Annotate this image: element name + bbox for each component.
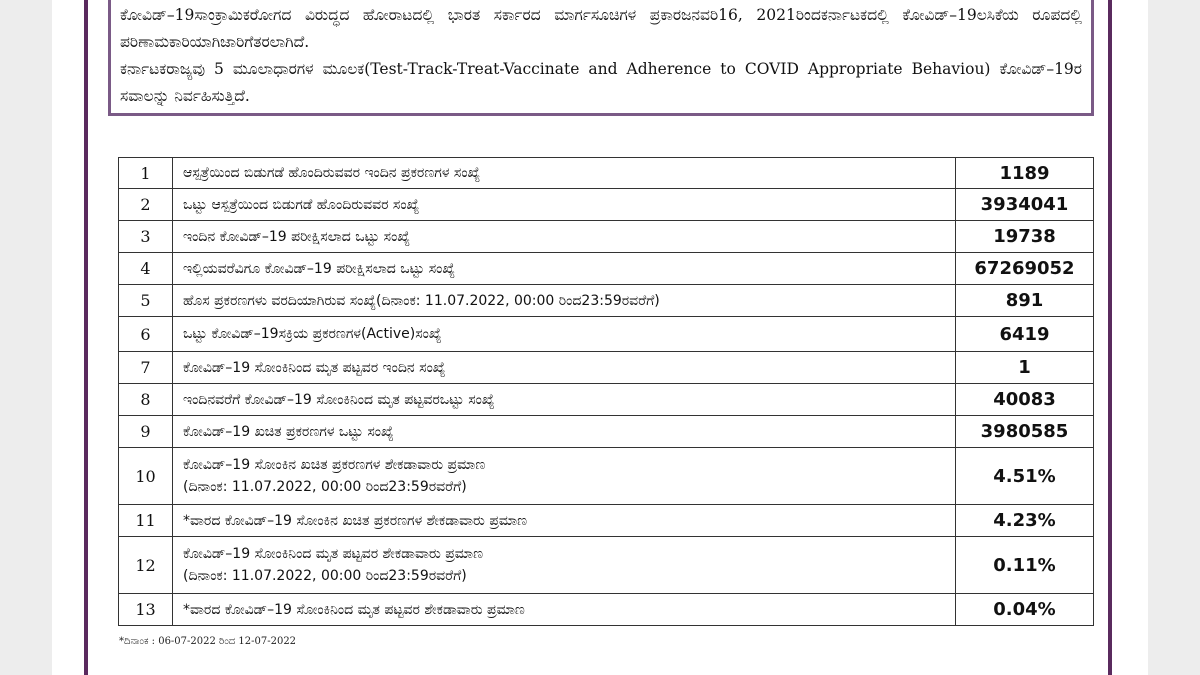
row-number: 1 [119, 158, 173, 189]
row-number: 10 [119, 448, 173, 505]
row-description [173, 253, 956, 285]
row-value: 3934041 [956, 189, 1094, 221]
table-row [119, 448, 1094, 505]
description-line: ಕೋವಿಡ್–19 ಸೋಂಕಿನಿಂದ ಮೃತ ಪಟ್ಟವರ ಶೇಕಡಾವಾರು ಪ್ರಮಾಣ [183, 546, 483, 562]
row-description [173, 594, 956, 626]
description-line: ಇಂದಿನವರೆಗೆ ಕೋವಿಡ್–19 ಸೋಂಕಿನಿಂದ ಮೃತ ಪಟ್ಟವರಒಟ್ಟು ಸಂಖ್ಯೆ [183, 391, 495, 408]
intro-box [108, 0, 1094, 116]
description-line: ಹೊಸ ಪ್ರಕರಣಗಳು ವರದಿಯಾಗಿರುವ ಸಂಖ್ಯೆ(ದಿನಾಂಕ: 11.07.2022, 00:00 ರಿಂದ23:59ರವರೆಗೆ) [183, 292, 660, 309]
row-number: 8 [119, 384, 173, 416]
page-border-left [84, 0, 88, 675]
row-number: 6 [119, 317, 173, 352]
description-line: *ವಾರದ ಕೋವಿಡ್–19 ಸೋಂಕಿನ ಖಚಿತ ಪ್ರಕರಣಗಳ ಶೇಕಡಾವಾರು ಪ್ರಮಾಣ [183, 512, 528, 529]
row-description [173, 448, 956, 505]
table-row [119, 384, 1094, 416]
row-value: 0.04% [956, 594, 1094, 626]
row-number: 12 [119, 537, 173, 594]
description-line: ಇಲ್ಲಿಯವರೆವಿಗೂ ಕೋವಿಡ್–19 ಪರೀಕ್ಷಿಸಲಾದ ಒಟ್ಟು ಸಂಖ್ಯೆ [183, 260, 456, 277]
table-row [119, 505, 1094, 537]
page-border-right [1108, 0, 1112, 675]
row-number: 9 [119, 416, 173, 448]
row-value: 19738 [956, 221, 1094, 253]
row-value: 4.23% [956, 505, 1094, 537]
description-line: ಇಂದಿನ ಕೋವಿಡ್–19 ಪರೀಕ್ಷಿಸಲಾದ ಒಟ್ಟು ಸಂಖ್ಯೆ [183, 228, 410, 245]
row-number: 2 [119, 189, 173, 221]
table-row [119, 189, 1094, 221]
intro-paragraph-1: ಕೋವಿಡ್–19ಸಾಂಕ್ರಾಮಿಕರೋಗದ ವಿರುದ್ಧದ ಹೋರಾಟದಲ್ಲಿ ಭಾರತ ಸರ್ಕಾರದ ಮಾರ್ಗಸೂಚಿಗಳ ಪ್ರಕಾರಜನವರಿ16, 2021ರಿಂದಕರ್ನಾಟಕದಲ್ಲಿ ಕೋವಿಡ್–19ಲಸಿಕೆಯ ರೂಪದಲ್ಲಿ ಪರಿಣಾಮಕಾರಿಯಾಗಿಜಾರಿಗೆತರಲಾಗಿದೆ. [120, 6, 1082, 51]
table-row [119, 416, 1094, 448]
description-line: (ದಿನಾಂಕ: 11.07.2022, 00:00 ರಿಂದ23:59ರವರೆಗೆ) [183, 479, 467, 495]
description-line: ಕೋವಿಡ್–19 ಸೋಂಕಿನಿಂದ ಮೃತ ಪಟ್ಟವರ ಇಂದಿನ ಸಂಖ್ಯೆ [183, 359, 446, 376]
row-number: 5 [119, 285, 173, 317]
row-value: 4.51% [956, 448, 1094, 505]
row-number: 4 [119, 253, 173, 285]
table-body [119, 158, 1094, 626]
covid-bulletin-table [118, 157, 1094, 626]
row-number: 3 [119, 221, 173, 253]
row-description [173, 158, 956, 189]
footnote: *ದಿನಾಂಕ : 06-07-2022 ರಿಂದ 12-07-2022 [119, 636, 297, 647]
description-line: ಒಟ್ಟು ಕೋವಿಡ್–19ಸಕ್ರಿಯ ಪ್ರಕರಣಗಳ(Active)ಸಂಖ್ಯೆ [183, 326, 442, 342]
row-number: 7 [119, 352, 173, 384]
table-row [119, 158, 1094, 189]
description-line: ಆಸ್ಪತ್ರೆಯಿಂದ ಬಿಡುಗಡೆ ಹೊಂದಿರುವವರ ಇಂದಿನ ಪ್ರಕರಣಗಳ ಸಂಖ್ಯೆ [183, 165, 481, 181]
row-number: 13 [119, 594, 173, 626]
row-description [173, 221, 956, 253]
row-description [173, 416, 956, 448]
description-line: ಒಟ್ಟು ಆಸ್ಪತ್ರೆಯಿಂದ ಬಿಡುಗಡೆ ಹೊಂದಿರುವವರ ಸಂಖ್ಯೆ [183, 196, 420, 213]
row-description [173, 505, 956, 537]
table-row [119, 317, 1094, 352]
row-value: 0.11% [956, 537, 1094, 594]
table-row [119, 594, 1094, 626]
description-line: *ವಾರದ ಕೋವಿಡ್–19 ಸೋಂಕಿನಿಂದ ಮೃತ ಪಟ್ಟವರ ಶೇಕಡಾವಾರು ಪ್ರಮಾಣ [183, 601, 525, 618]
row-description [173, 189, 956, 221]
row-value: 3980585 [956, 416, 1094, 448]
row-value: 1 [956, 352, 1094, 384]
row-value: 891 [956, 285, 1094, 317]
row-value: 67269052 [956, 253, 1094, 285]
row-description [173, 285, 956, 317]
row-description [173, 352, 956, 384]
row-value: 1189 [956, 158, 1094, 189]
row-description [173, 317, 956, 352]
description-line: ಕೋವಿಡ್–19 ಸೋಂಕಿನ ಖಚಿತ ಪ್ರಕರಣಗಳ ಶೇಕಡಾವಾರು ಪ್ರಮಾಣ [183, 457, 486, 473]
row-number: 11 [119, 505, 173, 537]
row-description [173, 537, 956, 594]
table-row [119, 253, 1094, 285]
table-row [119, 221, 1094, 253]
table-row [119, 285, 1094, 317]
row-value: 6419 [956, 317, 1094, 352]
row-description [173, 384, 956, 416]
table-row [119, 352, 1094, 384]
intro-paragraph-2: ಕರ್ನಾಟಕರಾಜ್ಯವು 5 ಮೂಲಾಧಾರಗಳ ಮೂಲಕ(Test-Track-Treat-Vaccinate and Adherence to COVID Appropriate Behaviou) ಕೋವಿಡ್–19ರ ಸವಾಲನ್ನು ನಿರ್ವಹಿಸುತ್ತಿದೆ. [120, 60, 1082, 105]
table-row [119, 537, 1094, 594]
description-line: (ದಿನಾಂಕ: 11.07.2022, 00:00 ರಿಂದ23:59ರವರೆಗೆ) [183, 568, 467, 584]
row-value: 40083 [956, 384, 1094, 416]
description-line: ಕೋವಿಡ್–19 ಖಚಿತ ಪ್ರಕರಣಗಳ ಒಟ್ಟು ಸಂಖ್ಯೆ [183, 423, 394, 440]
